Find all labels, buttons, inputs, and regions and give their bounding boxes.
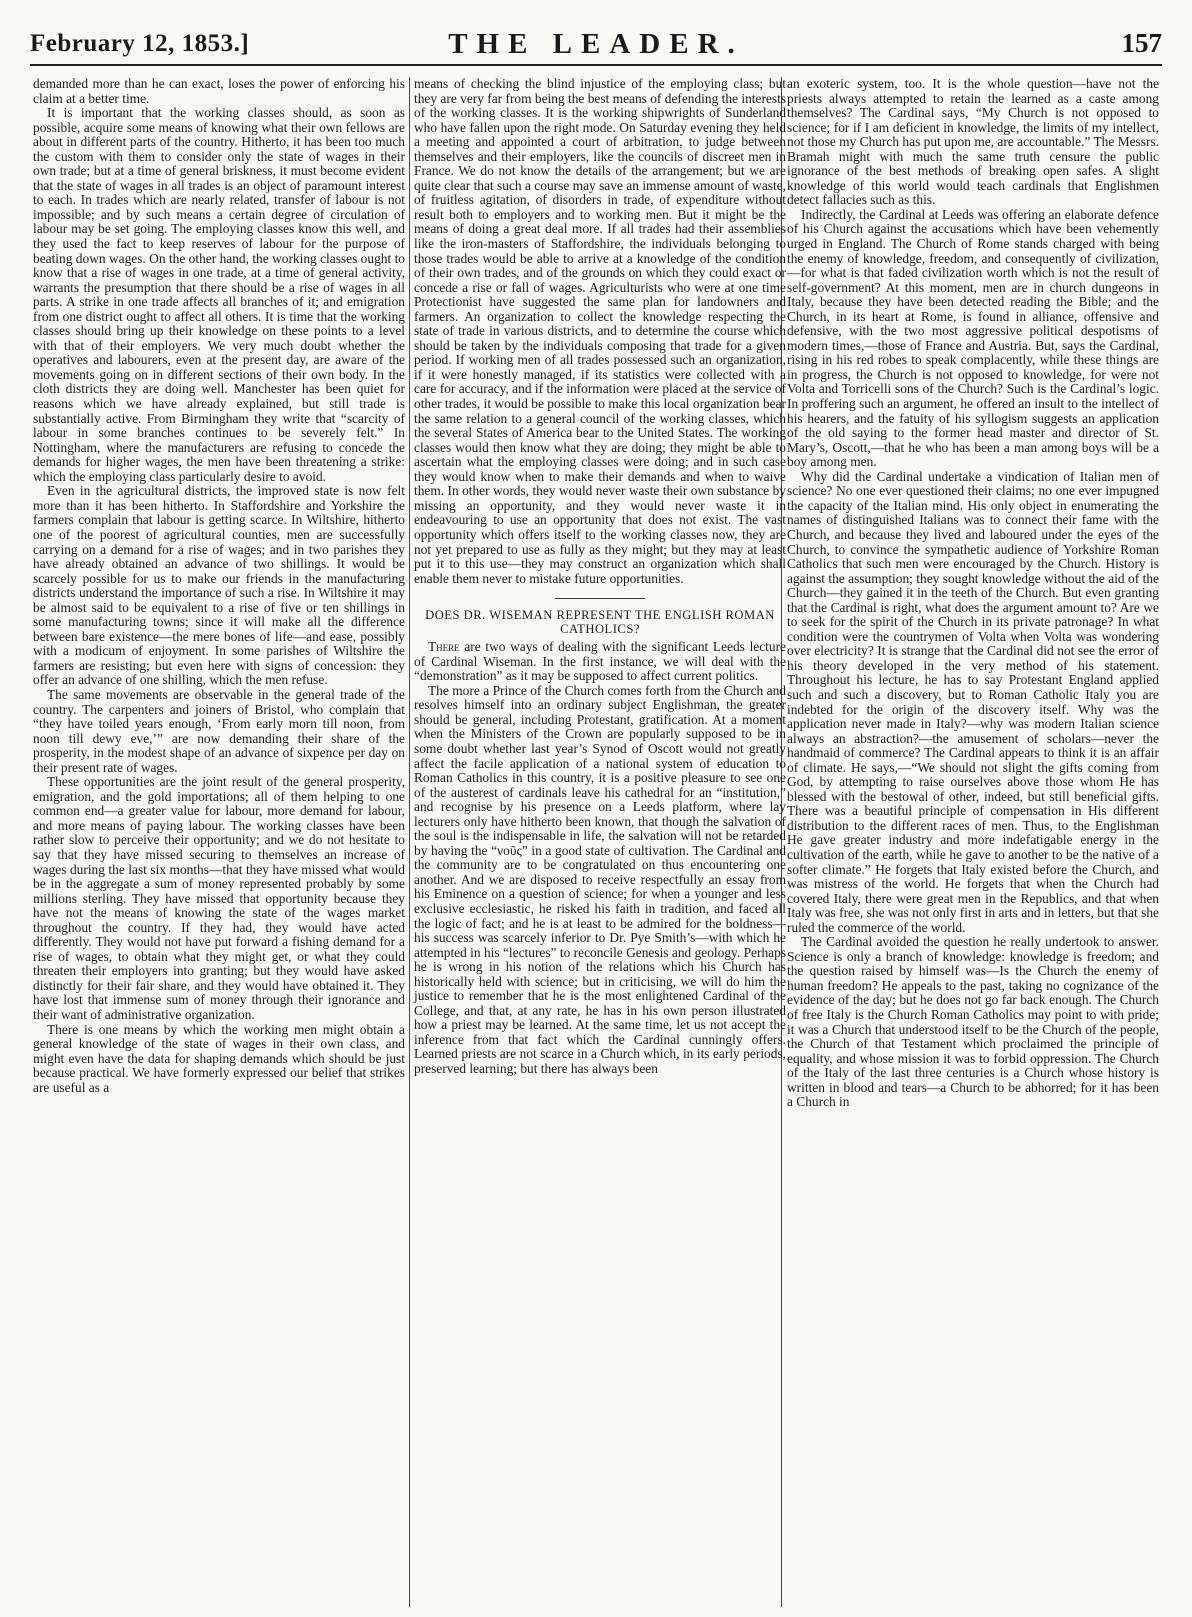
column-3 <box>787 77 1159 1110</box>
paragraph: means of checking the blind injustice of the employing class; but they are very far from being the best means of defending the interests of the working classes. It is the working shipwrights of Sunderland who have fallen upon the right mode. On Saturday evening they held a meeting and appointed a court of arbitration, to judge between themselves and their employers, like the councils of discreet men in France. We do not know the details of the arrangement; but we are quite clear that such a course may save an immense amount of waste, of fruitless agitation, of disorders in trade, of expenditure without result both to employers and to working men. But it might be the means of doing a great deal more. If all trades had their assemblies like the iron-masters of Staffordshire, the individuals belonging to those trades would be able to arrive at a knowledge of the condition of their own trades, and of the grounds on which they could exact or concede a rise or fall of wages. Agriculturists who were at one time Protectionist have suggested the same plan for landowners and farmers. An organization to collect the knowledge respecting the state of trade in various districts, and to determine the course which should be taken by the individuals composing that trade for a given period. If working men of all trades possessed such an organization, if it were honestly managed, if its statistics were collected with a care for accuracy, and if the information were placed at the service of other trades, it would be possible to make this local organization bear the same relation to a general council of the working classes, which the several States of America bear to the United States. The working classes would then know what they are doing; they might be able to ascertain what the employing classes were doing; and in such case they would know when to make their demands and when to waive them. In other words, they would never waste their own substance by missing an opportunity, and they would never waste it in endeavouring to use an opportunity that does not exist. The vast opportunity which offers itself to the working classes now, they are not yet prepared to use as fully as they might; but they may at least put it to this use—they may construct an organization which shall enable them never to mistake future opportunities. <box>414 76 786 586</box>
newspaper-title: THE LEADER. <box>448 28 744 60</box>
paragraph: The Cardinal avoided the question he really undertook to answer. Science is only a branch of knowledge: knowledge is freedom; and the question raised by himself was—Is the Church the enemy of human freedom? He appeals to the past, taking no cognizance of the evidence of the day; but he does not go far back enough. The Church of free Italy is the Church Roman Catholics may point to with pride; it was a Church that understood itself to be the Church of the people, the Church of that Testament which proclaimed the principle of equality, and whose mission it was to forbid oppression. The Church of the Italy of the last three centuries is a Church whose history is written in blood and tears—a Church to be abhorred; for it has been a Church in <box>787 934 1159 1110</box>
paragraph: The same movements are observable in the general trade of the country. The carpenters and joiners of Bristol, who complain that “they have toiled years enough, ‘From early morn till noon, from noon till dewy eve,’” are now demanding their share of the prosperity, in the modest shape of an advance of sixpence per day on their present rate of wages. <box>33 686 405 775</box>
paragraph-text: are two ways of dealing with the significant Leeds lecture of Cardinal Wiseman. In the first instance, we will deal with the “demonstration” as it may be supposed to affect current politics. <box>414 639 786 684</box>
masthead <box>30 12 1162 66</box>
paragraph: Indirectly, the Cardinal at Leeds was offering an elaborate defence of his Church against the accusations which have been vehemently urged in England. The Church of Rome stands charged with being the enemy of knowledge, freedom, and consequently of civilization,—for what is that faded civilization worth which is not the result of self-government? At this moment, men are in church dungeons in Italy, because they have been detected reading the Bible; and the Church, in its heart at Rome, is found in alliance, offensive and defensive, with the two most aggressive political despotisms of modern times,—those of France and Austria. But, says the Cardinal, rising in his red robes to speak complacently, while these things are in progress, the Church is not opposed to knowledge, for were not Volta and Torricelli sons of the Church? Such is the Cardinal’s logic. In proffering such an argument, he offered an insult to the intellect of his hearers, and the fatuity of his syllogism suggests an application of the old saying to the former head master and director of St. Mary’s, Oscott,—that he who has been a man among boys will be a boy among men. <box>787 206 1159 470</box>
paragraph: demanded more than he can exact, loses the power of enforcing his claim at a better time. <box>33 76 405 106</box>
issue-date: February 12, 1853.] <box>30 30 250 57</box>
section-divider <box>555 598 645 599</box>
column-2 <box>414 77 786 1077</box>
page-number: 157 <box>1121 28 1162 58</box>
paragraph <box>414 640 786 684</box>
paragraph: It is important that the working classes should, as soon as possible, acquire some means of knowing what their own fellows are about in different parts of the country. Hitherto, it has been too much the custom with them to consider only the state of wages in their own trade; but at a time of general briskness, it must become evident that the state of wages in all trades is an object of paramount interest to each. In trades which are nearly related, transfer of labour is not impossible; and by such means a certain degree of circulation of labour may be set going. The employing classes know this well, and they used the fact to keep reserves of labour for the purpose of beating down wages. On the other hand, the working classes ought to know that a rise of wages in one trade, at a time of general activity, warrants the presumption that there should be a rise of wages in all parts. A strike in one trade affects all branches of it; and emigration from one district ought to affect all others. It is time that the working classes should bring up their knowledge on these points to a level with that of their employers. We very much doubt whether the operatives and labourers, even at the present day, are aware of the movements going on in different sections of their own body. In the cloth districts they are doing well. Manchester has been quiet for reasons which we have already explained, but still trade is substantially active. From Birmingham they write that “scarcity of labour in some branches continues to be severely felt.” In Nottingham, where the manufacturers are refusing to concede the demands for higher wages, the men have been threatening a strike: which the employing class particularly desire to avoid. <box>33 105 405 484</box>
lead-word: There <box>428 639 460 655</box>
paragraph: The more a Prince of the Church comes forth from the Church and resolves himself into an ordinary subject Englishman, the greater should be general, including Protestant, gratification. At a moment when the Ministers of the Crown are popularly supposed to be in some doubt whether last year’s Synod of Oscott would not greatly affect the facile application of a national system of education to Roman Catholics in this country, it is a positive pleasure to see one of the austerest of cardinals leave his cathedral for an “institution,” and recognise by his presence on a Leeds platform, where lay lecturers only have hitherto been known, that though the salvation of the soul is the indispensable in life, the salvation will not be retarded by having the “νοῦς” in a good state of cultivation. The Cardinal and the community are to be congratulated on thus encountering one another. And we are disposed to receive respectfully an essay from his Eminence on a question of science; for when a younger and less exclusive ecclesiastic, he risked his faith in tradition, and faced all the logic of fact; and he is at least to be admired for the boldness—his success was scarcely inferior to Dr. Pye Smith’s—with which he attempted in his “lectures” to reconcile Genesis and geology. Perhaps he is wrong in his notion of the relations which his Church has historically held with science; but in criticising, we will do him the justice to remember that he is the most enlightened Cardinal of the College, and that, at any rate, he has in his own person illustrated how a priest may be learned. At the same time, let us not accept the inference from that fact which the Cardinal cunningly offers. Learned priests are not scarce in a Church which, in its early periods, preserved learning; but there has always been <box>414 682 786 1076</box>
paragraph: Even in the agricultural districts, the improved state is now felt more than it has been hitherto. In Staffordshire and Yorkshire the farmers complain that labour is getting scarce. In Wiltshire, hitherto one of the poorest of agricultural counties, men are successfully carrying on a demand for a rise of wages; and in two parishes they have already obtained an advance of two shillings. It would be scarcely possible for us to make our friends in the manufacturing districts understand the importance of such a rise. In Wiltshire it may be almost said to be equivalent to a rise of five or ten shillings in some manufacturing towns; since it will make all the difference between bare existence—the mere bones of life—and ease, possibly with a modicum of enjoyment. In some parishes of Wiltshire the farmers are resisting; but even here with signs of concession: they offer an advance of one shilling, which the men refuse. <box>33 483 405 688</box>
column-1 <box>33 77 405 1095</box>
article-heading: DOES DR. WISEMAN REPRESENT THE ENGLISH ROMAN CATHOLICS? <box>425 608 775 637</box>
paragraph: an exoteric system, too. It is the whole question—have not the priests always attempted to retain the learned as a caste among themselves? The Cardinal says, “My Church is not opposed to science; for if I am deficient in knowledge, the limits of my intellect, not those my Church has put upon me, are accountable.” The Messrs. Bramah might with much the same truth censure the public ignorance of the best methods of breaking open safes. A slight knowledge of this world would teach cardinals that Englishmen detect fallacies such as this. <box>787 76 1159 208</box>
paragraph: There is one means by which the working men might obtain a general knowledge of the state of wages in their own class, and might even have the data for shaping demands which should be just because practical. We have formerly expressed our belief that strikes are useful as a <box>33 1021 405 1095</box>
paragraph: These opportunities are the joint result of the general prosperity, emigration, and the gold importations; all of them helping to one common end—a greater value for labour, more demand for labour, and more means of paying labour. The working classes have been rather slow to perceive their opportunity; and we do not hesitate to say that they have missed securing to themselves an increase of wages during the last six months—that they have missed what would be in the aggregate a sum of money represented probably by some millions sterling. They have missed that opportunity because they have not the means of knowing the state of the wages market throughout the country. If they had, they would have acted differently. They would not have put forward a fishing demand for a rise of wages, to obtain what they might get, or what they could threaten their employers into granting; but they would have asked distinctly for their fair share, and they would have obtained it. They have lost that immense sum of money through their ignorance and their want of administrative organization. <box>33 774 405 1022</box>
column-rule <box>409 77 410 1607</box>
paragraph: Why did the Cardinal undertake a vindication of Italian men of science? No one ever questioned their claims; no one ever impugned the capacity of the Italian mind. His only object in enumerating the names of distinguished Italians was to connect their fame with the Church, and because they lived and laboured under the eyes of the Church, to convince the sympathetic audience of Yorkshire Roman Catholics that such men were encouraged by the Church. History is against the assumption; they sought knowledge without the aid of the Church—they gained it in the teeth of the Church. But even granting that the Cardinal is right, what does the argument amount to? Are we to seek for the spirit of the Church in its private patronage? In what condition were the countrymen of Volta when Volta was wondering over electricity? It is strange that the Cardinal did not see the error of his theory developed in the very method of his statement. Throughout his lecture, he has to say Protestant England applied such and such a discovery, but to Roman Catholic Italy you are indebted for the origin of the discovery itself. Why was the application never made in Italy?—why was modern Italian science always an abstraction?—the amusement of scholars—never the handmaid of commerce? The Cardinal appears to think it is an affair of climate. He says,—“We should not slight the gifts coming from God, by attempting to raise ourselves above those whom He has blessed with the bestowal of other, indeed, but still beneficial gifts. There was a beautiful principle of compensation in His different distribution to the different races of men. Thus, to the Englishman He gave greater industry and more indefatigable energy in the cultivation of the earth, while he gave to another to be the native of a softer climate.” He forgets that Italy existed before the Church, and was mistress of the world. He forgets that when the Church had covered Italy, there were great men in the Republics, and that when Italy was free, she was not only first in arts and in letters, but that she ruled the commerce of the world. <box>787 468 1159 935</box>
